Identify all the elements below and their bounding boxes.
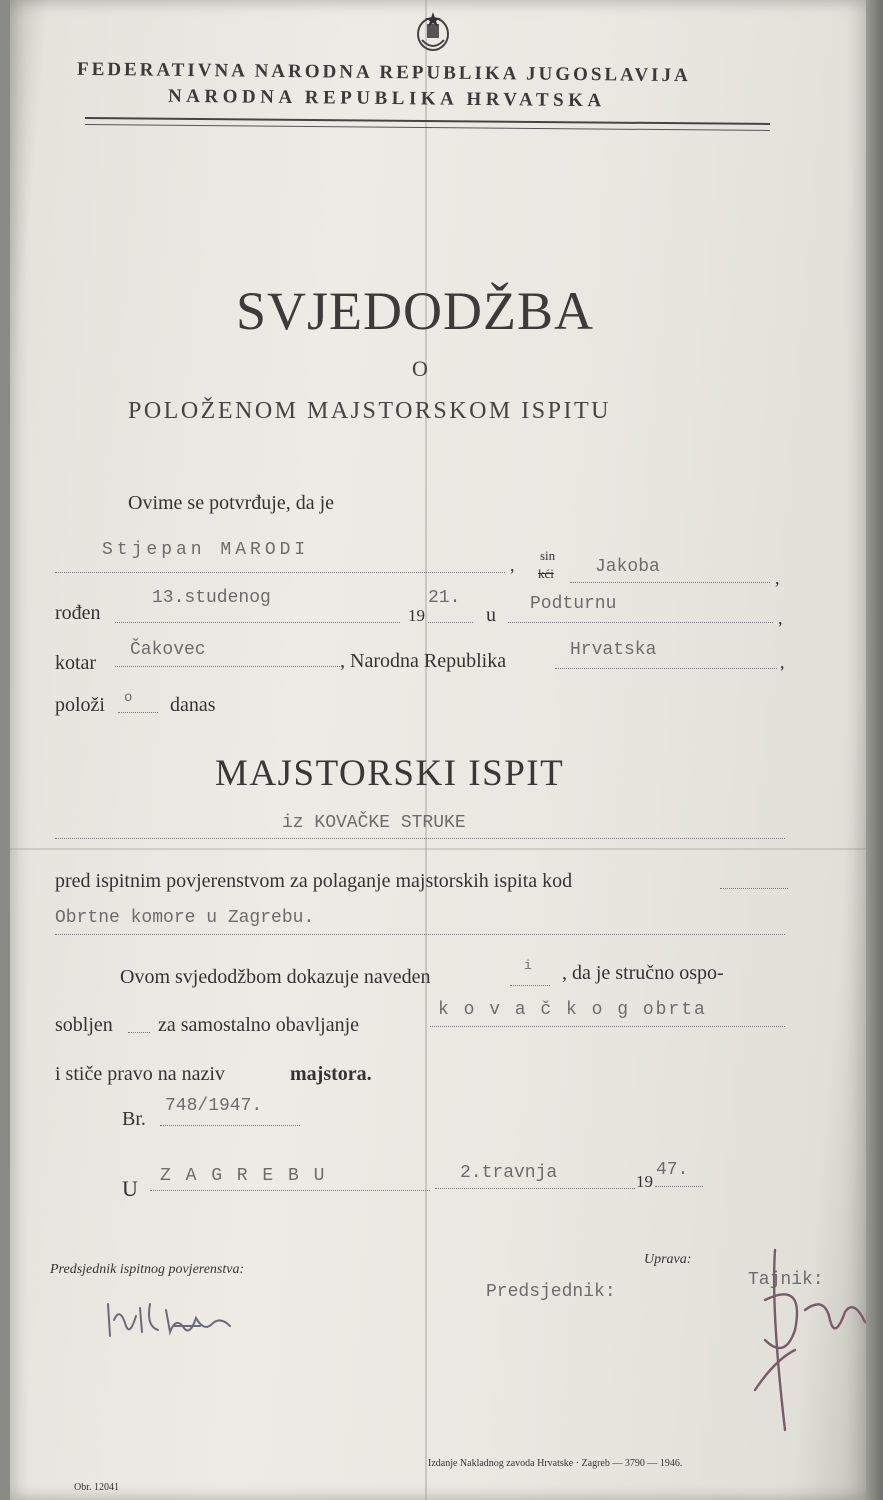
birth-year-value: 21. (428, 588, 461, 608)
year-line (655, 1186, 703, 1187)
birth-place-line (508, 622, 773, 623)
predsjednik-label: Predsjednik: (486, 1282, 616, 1302)
independent-text: za samostalno obavljanje (158, 1014, 360, 1036)
year-value: 47. (656, 1160, 689, 1180)
proof-text-continued: , da je stručno ospo- (562, 962, 724, 984)
title-text: i stiče pravo na naziv (55, 1063, 225, 1085)
committee-president-signature (100, 1296, 250, 1346)
trade-line (55, 838, 785, 839)
kotar-value: Čakovec (130, 640, 206, 660)
title-connector: O (412, 356, 428, 381)
br-label: Br. (122, 1108, 146, 1130)
number-value: 748/1947. (165, 1096, 263, 1116)
sin-label: sin (540, 548, 556, 563)
roden-label: rođen (55, 602, 101, 624)
polozi-suffix: o (124, 690, 133, 706)
father-line (570, 582, 770, 583)
intro-text: Ovime se potvrđuje, da je (128, 492, 335, 514)
title-bold: majstora. (290, 1063, 372, 1085)
place-u-label: U (122, 1176, 138, 1201)
publisher-line: Izdanje Nakladnog zavoda Hrvatske · Zagreb — 3790 — 1946. (428, 1458, 683, 1469)
chamber-value: Obrtne komore u Zagrebu. (55, 908, 315, 928)
craft-line (430, 1026, 785, 1027)
state-emblem-icon (413, 10, 453, 54)
sobljen-line (128, 1032, 150, 1033)
birth-place-value: Podturnu (530, 594, 617, 614)
header-rule (85, 117, 770, 125)
sobljen-label: sobljen (55, 1014, 113, 1036)
date-value: 2.travnja (460, 1163, 558, 1183)
kotar-label: kotar (55, 652, 97, 674)
birth-date-value: 13.studenog (152, 588, 271, 608)
tajnik-label: Tajnik: (748, 1270, 824, 1290)
document-title: SVJEDODŽBA (236, 281, 595, 341)
secretary-signature (735, 1240, 883, 1440)
birth-year-prefix: 19 (408, 606, 425, 625)
exam-title: MAJSTORSKI ISPIT (215, 753, 565, 794)
background-edge (866, 0, 883, 1500)
republika-value: Hrvatska (570, 640, 657, 660)
year-prefix: 19 (636, 1172, 653, 1191)
name-line (55, 572, 505, 573)
kci-label: kći (538, 566, 554, 581)
father-value: Jakoba (595, 557, 660, 577)
document-subtitle: POLOŽENOM MAJSTORSKOM ISPITU (128, 398, 611, 424)
birth-year-line (428, 622, 473, 623)
proof-suffix: i (524, 958, 532, 973)
republika-label: , Narodna Republika (340, 650, 507, 672)
committee-line (720, 888, 788, 889)
header-line-1: FEDERATIVNA NARODNA REPUBLIKA JUGOSLAVIJA (76, 58, 691, 87)
committee-president-label: Predsjednik ispitnog povjerenstva: (50, 1262, 245, 1277)
polozi-label: položi (55, 694, 105, 716)
header-line-2: NARODNA REPUBLIKA HRVATSKA (167, 85, 606, 112)
committee-text: pred ispitnim povjerenstvom za polaganje majstorskih ispita kod (55, 870, 573, 892)
proof-text: Ovom svjedodžbom dokazuje naveden (120, 966, 431, 988)
horizontal-fold (10, 848, 868, 850)
kotar-line (115, 666, 340, 667)
trade-value: iz KOVAČKE STRUKE (282, 813, 466, 833)
u-label: u (486, 604, 496, 626)
form-number: Obr. 12041 (74, 1482, 119, 1493)
craft-value: k o v a č k o g obrta (438, 1000, 707, 1020)
number-line (160, 1125, 300, 1126)
uprava-label: Uprava: (644, 1252, 692, 1267)
republika-line (555, 668, 777, 669)
header-rule-thin (85, 124, 770, 131)
city-value: Z A G R E B U (160, 1166, 327, 1186)
date-line (435, 1188, 635, 1189)
name-value: Stjepan MARODI (102, 540, 310, 560)
birth-date-line (115, 622, 400, 623)
vertical-fold (425, 0, 427, 1500)
polozi-line (118, 712, 158, 713)
proof-suffix-line (510, 985, 550, 986)
city-line (150, 1190, 430, 1191)
danas-label: danas (170, 694, 216, 716)
chamber-line (55, 934, 785, 935)
certificate-sheet: FEDERATIVNA NARODNA REPUBLIKA JUGOSLAVIJA NARODNA REPUBLIKA HRVATSKA SVJEDODŽBA O POLOŽENOM MAJSTORSKOM ISPITU Ovime se potvrđuje, da je Stjepan MARODI , sin kći Jakoba , rođen 13.studenog 19 21. u Podturnu , kotar Čakovec , Narodna Republika Hrvatska , položi o danas MAJSTORSKI ISPIT iz KOVAČKE STRUKE pred ispitnim povjerenstvom za polaganje majstorskih ispita kod Obrtne komore u Zagrebu. Ovom svjedodžbom dokazuje naveden i , da je stručno ospo- sobljen za samostalno obavljanje k o v a č k o g obrta i stiče pravo na naziv majstora. Br. 748/1947. U Z A G R E B U 2.travnja 19 47. Predsjednik ispitnog povjerenstva: Uprava: Predsjednik: Tajnik: Obr. 12041 Izdanje Nakladnog zavoda Hrvatske · Zagreb — 3790 — 1946. (10, 0, 868, 1500)
